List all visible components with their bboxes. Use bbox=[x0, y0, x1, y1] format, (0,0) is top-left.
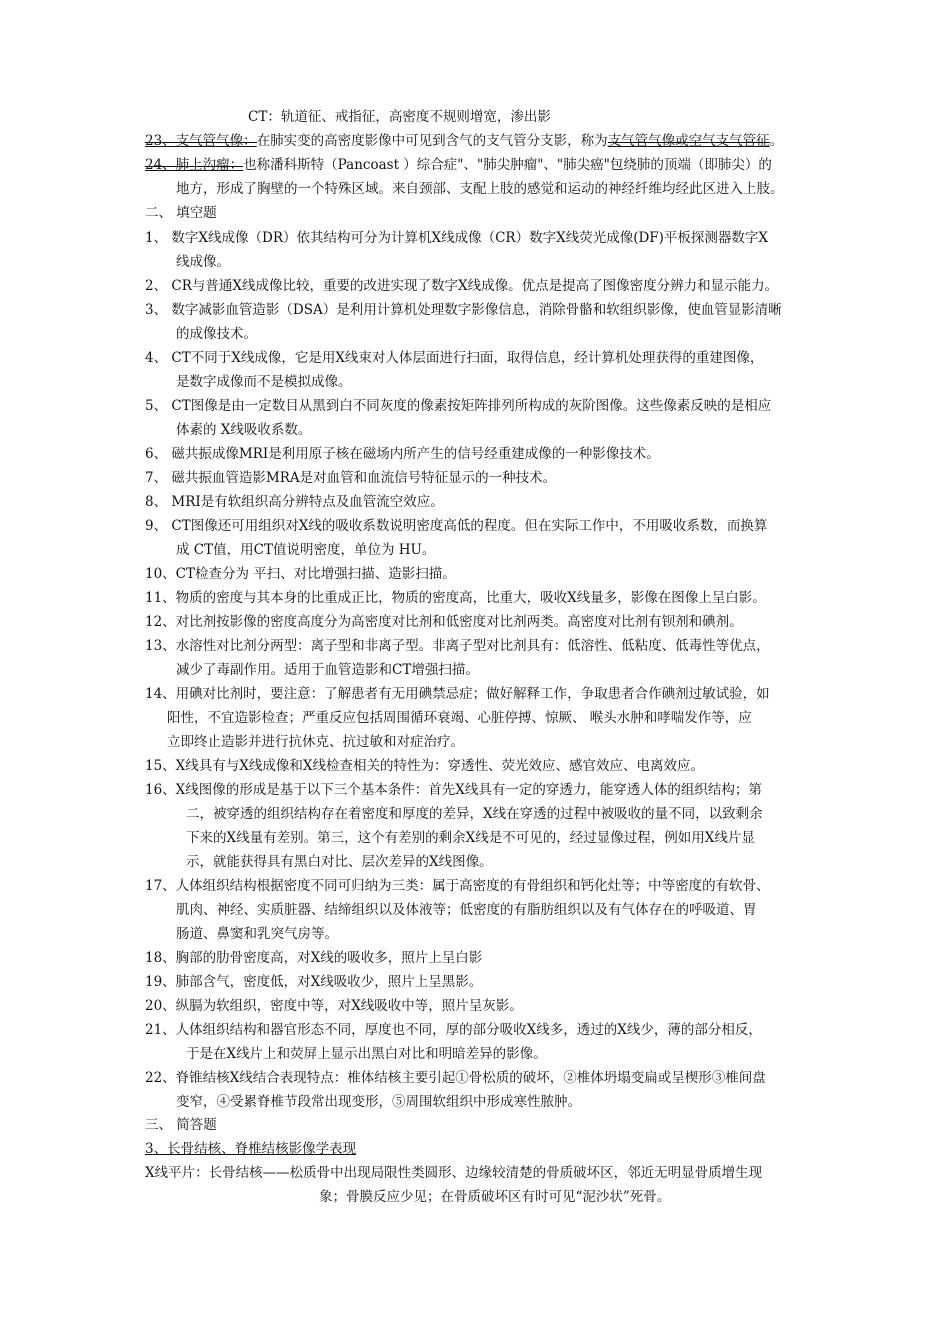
fill-in-item: 4、 CT不同于X线成像，它是用X线束对人体层面进行扫面，取得信息，经计算机处理获得的重建图像， bbox=[145, 350, 764, 366]
answer-3-line-1: X线平片：长骨结核——松质骨中出现局限性类圆形、边缘较清楚的骨质破坏区，邻近无明显骨质增生现 bbox=[145, 1165, 763, 1181]
fill-in-item-cont: 线成像。 bbox=[176, 254, 230, 270]
question-3-title: 3、长骨结核、脊椎结核影像学表现 bbox=[145, 1141, 357, 1157]
fill-in-item: 15、X线具有与X线成像和X线检查相关的特性为：穿透性、荧光效应、感官效应、电离效应。 bbox=[145, 758, 705, 774]
fill-in-item-cont: 下来的X线量有差别。第三，这个有差别的剩余X线是不可见的，经过显像过程，例如用X线片显 bbox=[186, 830, 755, 846]
fill-in-item: 10、CT检查分为 平扫、对比增强扫描、造影扫描。 bbox=[145, 566, 456, 582]
fill-in-item: 3、 数字减影血管造影（DSA）是利用计算机处理数字影像信息，消除骨骼和软组织影像，使血管显影清晰 bbox=[145, 302, 782, 318]
fill-in-item: 19、肺部含气，密度低，对X线吸收少，照片上呈黑影。 bbox=[145, 974, 483, 990]
fill-in-item-cont: 阳性，不宜造影检查；严重反应包括周围循环衰竭、心脏停搏、惊厥、 喉头水肿和哮喘发作等，应 bbox=[167, 710, 752, 726]
fill-in-item-cont: 示，就能获得具有黑白对比、层次差异的X线图像。 bbox=[186, 854, 493, 870]
fill-in-item: 1、 数字X线成像（DR）依其结构可分为计算机X线成像（CR）数字X线荧光成像(DF)平板探测器数字X bbox=[145, 230, 769, 246]
fill-in-item-cont: 体素的 X线吸收系数。 bbox=[176, 422, 312, 438]
answer-3-line-2: 象；骨膜反应少见；在骨质破坏区有时可见“泥沙状”死骨。 bbox=[319, 1189, 671, 1205]
fill-in-item: 5、 CT图像是由一定数目从黑到白不同灰度的像素按矩阵排列所构成的灰阶图像。这些像素反映的是相应 bbox=[145, 398, 772, 414]
definition-23-term2: 支气管气像或空气支气管征 bbox=[607, 133, 770, 149]
definition-23: 23、支气管气像：在肺实变的高密度影像中可见到含气的支气管分支影，称为支气管气像或空气支气管征。 bbox=[145, 133, 784, 149]
fill-in-item-cont: 是数字成像而不是模拟成像。 bbox=[176, 374, 352, 390]
fill-in-item-cont: 减少了毒副作用。适用于血管造影和CT增强扫描。 bbox=[176, 662, 479, 678]
fill-in-item: 21、人体组织结构和器官形态不同，厚度也不同，厚的部分吸收X线多，透过的X线少，薄的部分相反， bbox=[145, 1022, 762, 1038]
ct-signs-line: CT：轨道征、戒指征，高密度不规则增宽，渗出影 bbox=[248, 109, 551, 125]
section-2-heading: 二、 填空题 bbox=[145, 205, 217, 221]
definition-24-body: 也称潘科斯特（Pancoast ）综合症"、"肺尖肿瘤"、"肺尖癌"包绕肺的顶端（即肺尖）的 bbox=[243, 157, 772, 173]
fill-in-item: 2、 CR与普通X线成像比较，重要的改进实现了数字X线成像。优点是提高了图像密度分辨力和显示能力。 bbox=[145, 278, 779, 294]
fill-in-item-cont: 肌肉、神经、实质脏器、结缔组织以及体液等；低密度的有脂肪组织以及有气体存在的呼吸道、胃 bbox=[176, 902, 757, 918]
fill-in-item: 17、人体组织结构根据密度不同可归纳为三类：属于高密度的有骨组织和钙化灶等；中等密度的有软骨、 bbox=[145, 878, 770, 894]
definition-24-cont: 地方，形成了胸壁的一个特殊区域。来自颈部、支配上肢的感觉和运动的神经纤维均经此区进入上肢。 bbox=[176, 181, 784, 197]
fill-in-item: 11、物质的密度与其本身的比重成正比，物质的密度高，比重大，吸收X线量多，影像在图像上呈白影。 bbox=[145, 590, 766, 606]
section-3-heading: 三、 简答题 bbox=[145, 1117, 217, 1133]
fill-in-item-cont: 立即终止造影并进行抗休克、抗过敏和对症治疗。 bbox=[167, 734, 464, 750]
definition-24-term: 24、肺上沟瘤： bbox=[145, 157, 244, 173]
fill-in-item: 6、 磁共振成像MRI是利用原子核在磁场内所产生的信号经重建成像的一种影像技术。 bbox=[145, 446, 660, 462]
fill-in-item-cont: 的成像技术。 bbox=[176, 326, 257, 342]
fill-in-item: 8、 MRI是有软组织高分辨特点及血管流空效应。 bbox=[145, 494, 444, 510]
fill-in-item: 14、用碘对比剂时，要注意：了解患者有无用碘禁忌症；做好解释工作，争取患者合作碘剂过敏试验，如 bbox=[145, 686, 770, 702]
definition-24 bbox=[145, 154, 772, 176]
fill-in-item: 12、对比剂按影像的密度高度分为高密度对比剂和低密度对比剂两类。高密度对比剂有钡剂和碘剂。 bbox=[145, 614, 743, 630]
fill-in-item: 16、X线图像的形成是基于以下三个基本条件：首先X线具有一定的穿透力，能穿透人体的组织结构；第 bbox=[145, 782, 762, 798]
fill-in-item-cont: 于是在X线片上和荧屏上显示出黑白对比和明暗差异的影像。 bbox=[186, 1046, 547, 1062]
fill-in-item-cont: 肠道、鼻窦和乳突气房等。 bbox=[176, 926, 338, 942]
definition-23-body: 在肺实变的高密度影像中可见到含气的支气管分支影，称为 bbox=[256, 133, 608, 149]
fill-in-item: 7、 磁共振血管造影MRA是对血管和血流信号特征显示的一种技术。 bbox=[145, 470, 557, 486]
fill-in-item: 22、脊锥结核X线结合表现特点：椎体结核主要引起①骨松质的破坏，②椎体坍塌变扁或呈楔形③椎间盘 bbox=[145, 1070, 766, 1086]
fill-in-item: 13、水溶性对比剂分两型：离子型和非离子型。非离子型对比剂具有：低溶性、低粘度、低毒性等优点， bbox=[145, 638, 770, 654]
fill-in-item: 18、胸部的肋骨密度高，对X线的吸收多，照片上呈白影 bbox=[145, 950, 483, 966]
definition-23-term: 23、支气管气像： bbox=[145, 133, 257, 149]
fill-in-item: 9、 CT图像还可用组织对X线的吸收系数说明密度高低的程度。但在实际工作中，不用吸收系数，而换算 bbox=[145, 518, 768, 534]
fill-in-item-cont: 成 CT值，用CT值说明密度，单位为 HU。 bbox=[176, 542, 436, 558]
fill-in-item: 20、纵膈为软组织，密度中等，对X线吸收中等，照片呈灰影。 bbox=[145, 998, 523, 1014]
fill-in-item-cont: 二，被穿透的组织结构存在着密度和厚度的差异，X线在穿透的过程中被吸收的量不同，以致剩余 bbox=[186, 806, 763, 822]
fill-in-item-cont: 变窄，④受累脊椎节段常出现变形，⑤周围软组织中形成寒性脓肿。 bbox=[176, 1094, 581, 1110]
